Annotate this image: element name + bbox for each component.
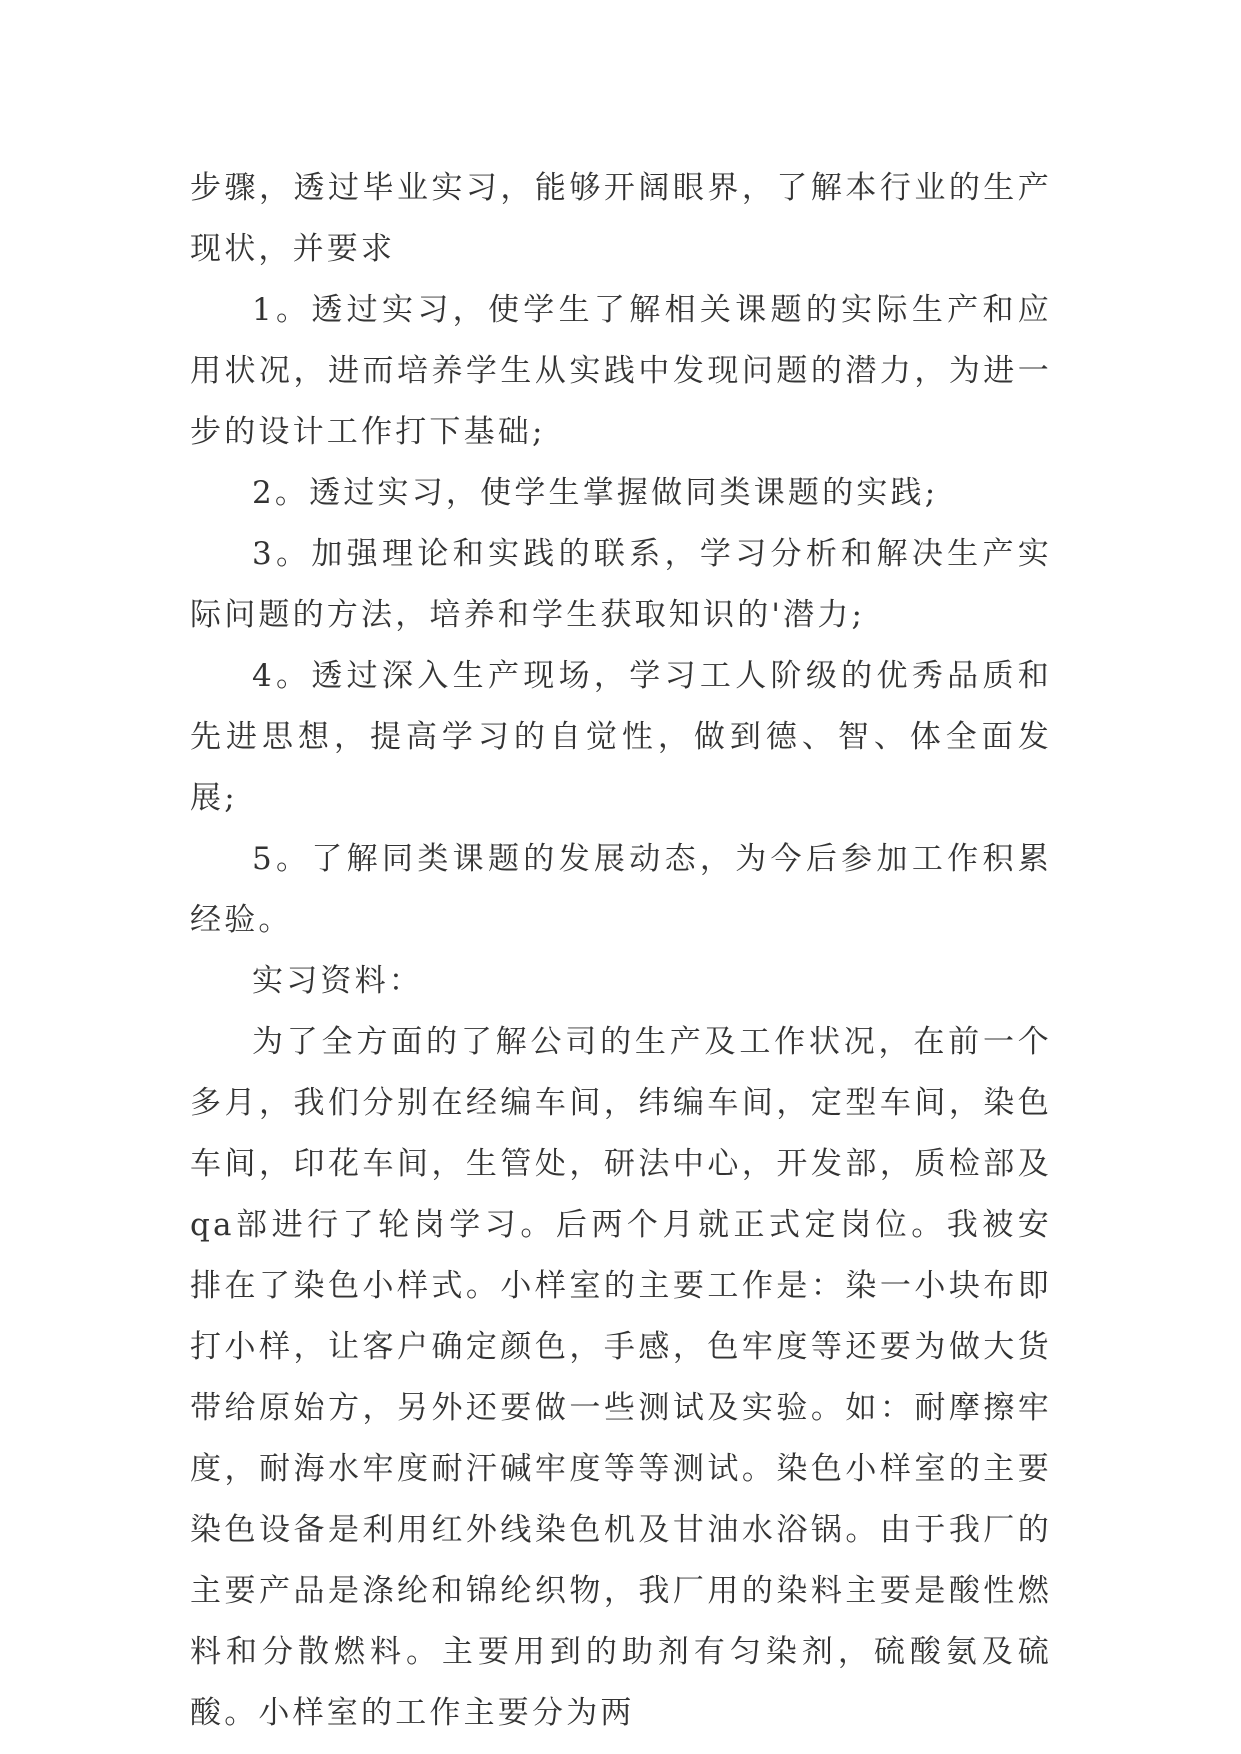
paragraph-3: 2。透过实习，使学生掌握做同类课题的实践; [252,475,939,511]
paragraph-6: 5。了解同类课题的发展动态，为今后参加工作积累经验。 [190,841,1052,938]
paragraph-4: 3。加强理论和实践的联系，学习分析和解决生产实际问题的方法，培养和学生获取知识的'潜力; [190,536,1052,633]
paragraph-5: 4。透过深入生产现场，学习工人阶级的优秀品质和先进思想，提高学习的自觉性，做到德、智、体全面发展; [190,658,1052,816]
section-heading-internship-materials: 实习资料： [252,963,423,999]
paragraph-1: 步骤，透过毕业实习，能够开阔眼界，了解本行业的生产现状，并要求 [190,170,1052,267]
paragraph-8: 为了全方面的了解公司的生产及工作状况，在前一个多月，我们分别在经编车间，纬编车间，定型车间，染色车间，印花车间，生管处，研法中心，开发部，质检部及qa部进行了轮岗学习。后两个月就正式定岗位。我被安排在了染色小样式。小样室的主要工作是：染一小块布即打小样，让客户确定颜色，手感，色牢度等还要为做大货带给原始方，另外还要做一些测试及实验。如：耐摩擦牢度，耐海水牢度耐汗碱牢度等等测试。染色小样室的主要染色设备是利用红外线染色机及甘油水浴锅。由于我厂的主要产品是涤纶和锦纶织物，我厂用的染料主要是酸性燃料和分散燃料。主要用到的助剂有匀染剂，硫酸氨及硫酸。小样室的工作主要分为两 [190,1024,1052,1731]
paragraph-2: 1。透过实习，使学生了解相关课题的实际生产和应用状况，进而培养学生从实践中发现问题的潜力，为进一步的设计工作打下基础; [190,292,1052,450]
document-body [190,158,1052,1744]
